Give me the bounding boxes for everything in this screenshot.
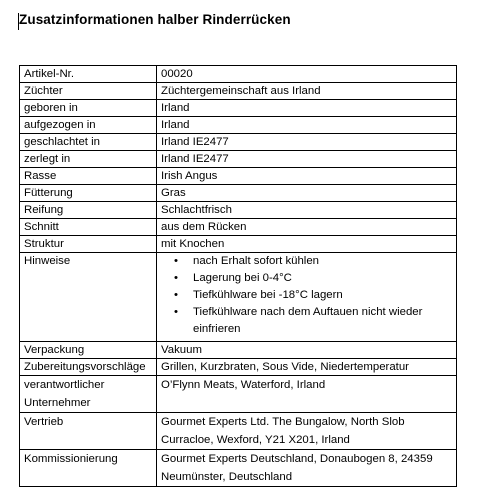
table-row	[20, 450, 457, 487]
list-item: • Tiefkühlware bei -18°C lagern	[161, 287, 452, 304]
document-title: Zusatzinformationen halber Rinderrücken	[19, 12, 291, 27]
row-label: Verpackung	[20, 342, 157, 359]
row-label: zerlegt in	[20, 151, 157, 168]
row-value: O’Flynn Meats, Waterford, Irland	[157, 376, 457, 413]
bullet-icon: •	[174, 255, 178, 267]
table-row	[20, 134, 457, 151]
table-row	[20, 185, 457, 202]
table-row	[20, 236, 457, 253]
row-label: Reifung	[20, 202, 157, 219]
row-value	[157, 253, 457, 342]
table-row	[20, 168, 457, 185]
row-label: Artikel-Nr.	[20, 66, 157, 83]
bullet-icon: •	[174, 306, 178, 318]
table-row	[20, 359, 457, 376]
row-value: Grillen, Kurzbraten, Sous Vide, Niedertemperatur	[157, 359, 457, 376]
row-value: Irland IE2477	[157, 134, 457, 151]
row-label: Kommissionierung	[20, 450, 157, 487]
row-value: mit Knochen	[157, 236, 457, 253]
row-value: Gras	[157, 185, 457, 202]
info-table	[19, 65, 457, 487]
row-label: verantwortlicher Unternehmer	[20, 376, 157, 413]
row-value: aus dem Rücken	[157, 219, 457, 236]
table-row	[20, 219, 457, 236]
table-row	[20, 342, 457, 359]
table-row	[20, 83, 457, 100]
row-value: 00020	[157, 66, 457, 83]
row-value: Irish Angus	[157, 168, 457, 185]
row-value: Gourmet Experts Ltd. The Bungalow, North Slob Curracloe, Wexford, Y21 X201, Irland	[157, 413, 457, 450]
list-item: • Lagerung bei 0-4°C	[161, 270, 452, 287]
table-row	[20, 100, 457, 117]
row-label: geboren in	[20, 100, 157, 117]
row-value: Gourmet Experts Deutschland, Donaubogen 8, 24359 Neumünster, Deutschland	[157, 450, 457, 487]
row-value: Vakuum	[157, 342, 457, 359]
bullet-icon: •	[174, 272, 178, 284]
list-item: • nach Erhalt sofort kühlen	[161, 253, 452, 270]
row-value: Irland	[157, 117, 457, 134]
row-label: Zubereitungsvorschläge	[20, 359, 157, 376]
row-label: aufgezogen in	[20, 117, 157, 134]
list-item: • Tiefkühlware nach dem Auftauen nicht wieder einfrieren	[174, 306, 423, 335]
table-row	[20, 66, 457, 83]
table-row	[20, 202, 457, 219]
row-label: Rasse	[20, 168, 157, 185]
table-row	[20, 117, 457, 134]
row-value: Schlachtfrisch	[157, 202, 457, 219]
row-label: Hinweise	[20, 253, 157, 342]
table-row	[20, 413, 457, 450]
row-value: Irland IE2477	[157, 151, 457, 168]
table-row-hinweise	[20, 253, 457, 342]
bullet-icon: •	[174, 289, 178, 301]
row-value: Züchtergemeinschaft aus Irland	[157, 83, 457, 100]
table-row	[20, 151, 457, 168]
row-label: geschlachtet in	[20, 134, 157, 151]
table-row	[20, 376, 457, 413]
row-value: Irland	[157, 100, 457, 117]
row-label: Schnitt	[20, 219, 157, 236]
row-label: Fütterung	[20, 185, 157, 202]
row-label: Struktur	[20, 236, 157, 253]
row-label: Züchter	[20, 83, 157, 100]
row-label: Vertrieb	[20, 413, 157, 450]
hint-list	[161, 253, 452, 341]
